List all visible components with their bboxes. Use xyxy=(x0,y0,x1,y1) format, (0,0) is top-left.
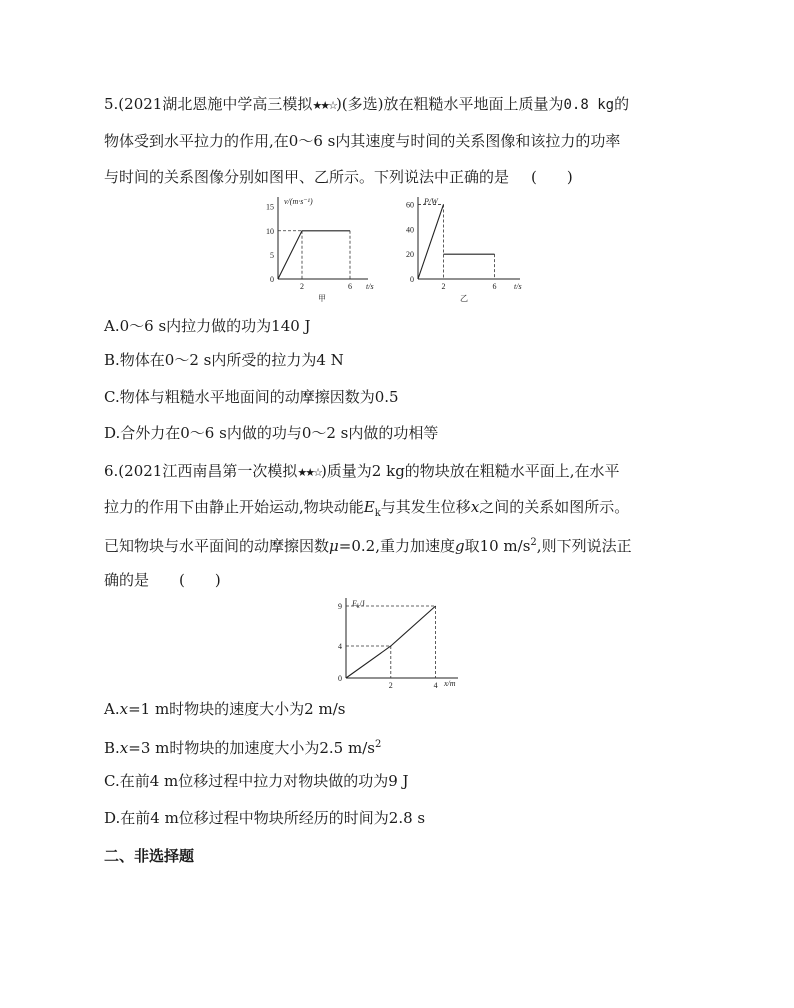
q5-option-b: B.物体在0～2 s内所受的拉力为4 N xyxy=(104,351,344,369)
yi-caption: 乙 xyxy=(460,294,468,303)
yi-xlabel: t/s xyxy=(514,282,522,291)
ek-xtick-2: 2 xyxy=(388,681,393,688)
ek-origin-label: 0 xyxy=(338,674,342,683)
q6-line-2: 拉力的作用下由静止开始运动,物块动能$E_k$与其发生位移x之间的关系如图所示。 xyxy=(104,498,630,519)
jia-ylabel: v/(m·s⁻¹) xyxy=(284,197,313,206)
q6-option-d: D.在前4 m位移过程中物块所经历的时间为2.8 s xyxy=(104,809,426,827)
jia-ytick-10: 10 xyxy=(266,226,274,236)
answer-blank: ( ) xyxy=(179,571,221,589)
q6-option-a: A.x=1 m时物块的速度大小为2 m/s xyxy=(104,700,346,718)
answer-blank: ( ) xyxy=(531,168,573,186)
figure-jia xyxy=(258,195,378,303)
q5-option-a: A.0～6 s内拉力做的功为140 J xyxy=(104,317,311,335)
yi-origin-label: 0 xyxy=(410,275,414,284)
yi-ylabel: P/W xyxy=(424,197,438,206)
q6-option-c: C.在前4 m位移过程中拉力对物块做的功为9 J xyxy=(104,772,409,790)
q6-source: 6.(2021江西南昌第一次模拟 xyxy=(104,462,298,480)
ek-xlabel: x/m xyxy=(444,679,456,688)
jia-ytick-5: 5 xyxy=(270,250,274,260)
q6-option-b: B.x=3 m时物块的加速度大小为2.5 $m/s^2$ xyxy=(104,739,382,757)
figure-yi xyxy=(390,195,530,303)
yi-ytick-60: 60 xyxy=(406,200,414,210)
q5-mass: 0.8 kg xyxy=(563,97,615,113)
ek-ytick-9: 9 xyxy=(338,602,342,611)
difficulty-stars-icon: ★★☆ xyxy=(297,466,321,479)
ek-ylabel: $E_k/J$ xyxy=(352,599,365,610)
q5-text: )(多选)放在粗糙水平地面上质量为 xyxy=(335,95,564,113)
yi-xtick-6: 6 xyxy=(492,282,497,291)
jia-xlabel: t/s xyxy=(366,282,374,291)
jia-xtick-2: 2 xyxy=(300,282,304,291)
jia-ytick-15: 15 xyxy=(266,202,274,212)
q5-line-2: 物体受到水平拉力的作用,在0～6 s内其速度与时间的关系图像和该拉力的功率 xyxy=(104,132,621,150)
q6-line-4: 确的是 ( ) xyxy=(104,571,221,589)
figure-ek-x xyxy=(320,596,470,688)
q5-line-1: 5.(2021湖北恩施中学高三模拟★★☆)(多选)放在粗糙水平地面上质量为0.8 kg的 xyxy=(104,95,630,113)
q6-line-3: 已知物块与水平面间的动摩擦因数μ=0.2,重力加速度g取10 $m/s^2$,则下列说法正 xyxy=(104,537,632,555)
jia-caption: 甲 xyxy=(318,294,326,303)
q5-option-d: D.合外力在0～6 s内做的功与0～2 s内做的功相等 xyxy=(104,424,439,442)
ek-ytick-4: 4 xyxy=(338,642,342,651)
yi-power-ramp xyxy=(418,204,444,279)
jia-xtick-6: 6 xyxy=(348,282,352,291)
yi-ytick-20: 20 xyxy=(406,250,414,260)
q5-source: 5.(2021湖北恩施中学高三模拟 xyxy=(104,95,313,113)
difficulty-stars-icon: ★★☆ xyxy=(312,99,336,112)
ek-xtick-4: 4 xyxy=(433,681,438,688)
jia-velocity-line xyxy=(278,231,350,279)
q5-option-c: C.物体与粗糙水平地面间的动摩擦因数为0.5 xyxy=(104,388,399,406)
section-heading: 二、非选择题 xyxy=(104,847,195,865)
yi-ytick-40: 40 xyxy=(406,225,414,235)
q5-line-3: 与时间的关系图像分别如图甲、乙所示。下列说法中正确的是 ( ) xyxy=(104,168,573,186)
yi-xtick-2: 2 xyxy=(441,282,446,291)
q6-line-1: 6.(2021江西南昌第一次模拟★★☆)质量为2 kg的物块放在粗糙水平面上,在水平 xyxy=(104,462,620,480)
jia-origin-label: 0 xyxy=(270,275,274,284)
